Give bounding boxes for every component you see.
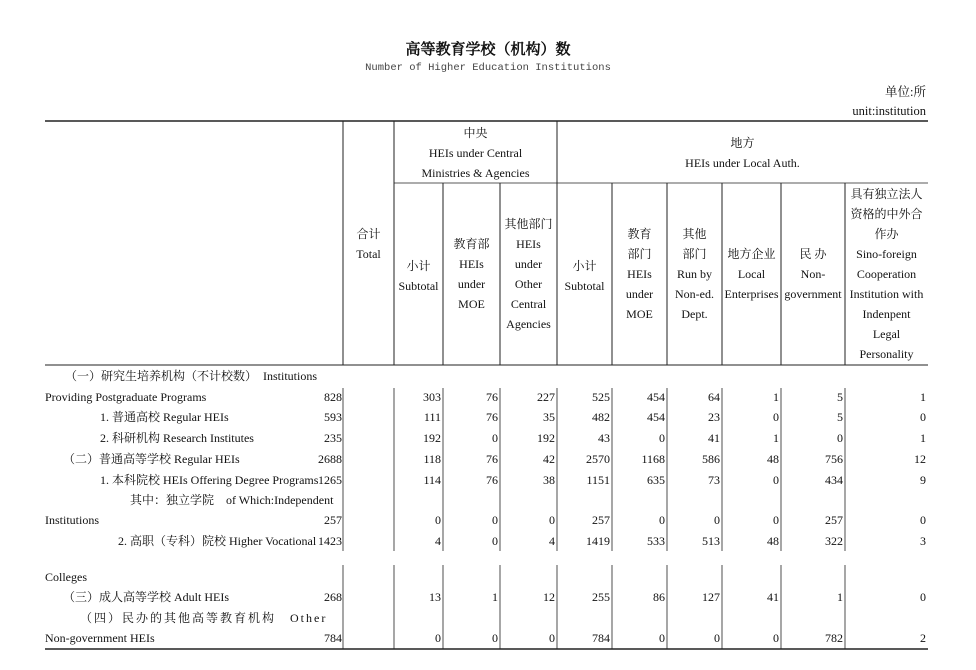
table-cell: 784 [324, 631, 342, 645]
table-cell: 38 [543, 473, 555, 487]
table-cell: 76 [486, 390, 498, 404]
table-cell: 0 [773, 473, 779, 487]
row-label: （一）研究生培养机构（不计校数） Institutions [65, 369, 318, 383]
table-cell: 0 [659, 431, 665, 445]
table-cell: 13 [429, 590, 441, 604]
table-cell: 257 [825, 513, 843, 527]
table-cell: 127 [702, 590, 720, 604]
table-cell: 2 [920, 631, 926, 645]
row-label: （二）普通高等学校 Regular HEIs [63, 452, 240, 466]
unit-label-en: unit:institution [852, 104, 926, 118]
table-cell: 0 [659, 513, 665, 527]
table-cell: 322 [825, 534, 843, 548]
unit-label-cn: 单位:所 [885, 85, 926, 99]
table-cell: 0 [920, 410, 926, 424]
row-label: （三）成人高等学校 Adult HEIs [63, 590, 229, 604]
table-cell: 48 [767, 534, 779, 548]
table-cell: 114 [423, 473, 441, 487]
table-cell: 64 [708, 390, 720, 404]
table-cell: 0 [920, 590, 926, 604]
header-local-other: 其他 部门 Run by Non-ed. Dept. [675, 227, 714, 321]
table-cell: 1 [773, 390, 779, 404]
table-cell: 1151 [586, 473, 610, 487]
table-cell: 118 [423, 452, 441, 466]
table-cell: 73 [708, 473, 720, 487]
table-cell: 5 [837, 410, 843, 424]
table-cell: 1 [920, 390, 926, 404]
table-cell: 525 [592, 390, 610, 404]
table-cell: 1423 [318, 534, 342, 548]
table-cell: 1168 [641, 452, 665, 466]
table-cell: 235 [324, 431, 342, 445]
table-cell: 1 [920, 431, 926, 445]
table-cell: 2688 [318, 452, 342, 466]
table-cell: 0 [549, 513, 555, 527]
table-cell: 0 [837, 431, 843, 445]
header-local-subtotal: 小计 Subtotal [564, 259, 605, 293]
header-sino-foreign: 具有独立法人 资格的中外合 作办 Sino-foreign Cooperation Institution with Indenpent Legal Personality [849, 187, 924, 361]
header-total: 合计 Total [356, 227, 381, 261]
table-cell: 255 [592, 590, 610, 604]
table-cell: 454 [647, 410, 665, 424]
row-label: 2. 高职（专科）院校 Higher Vocational [118, 534, 317, 548]
table-cell: 1419 [586, 534, 610, 548]
table-cell: 4 [435, 534, 441, 548]
row-label: Institutions [45, 513, 100, 527]
table-cell: 533 [647, 534, 665, 548]
table-cell: 0 [492, 431, 498, 445]
table-cell: 0 [492, 513, 498, 527]
table-cell: 4 [549, 534, 555, 548]
table-cell: 513 [702, 534, 720, 548]
table-cell: 0 [773, 513, 779, 527]
table-cell: 0 [492, 631, 498, 645]
header-central: 中央 HEIs under Central Ministries & Agencies [421, 126, 530, 180]
table-cell: 782 [825, 631, 843, 645]
table-cell: 586 [702, 452, 720, 466]
row-label: 1. 本科院校 HEIs Offering Degree Programs [100, 473, 319, 487]
table-cell: 2570 [586, 452, 610, 466]
table-cell: 1 [492, 590, 498, 604]
table-cell: 111 [423, 410, 441, 424]
table-cell: 0 [714, 631, 720, 645]
table-cell: 0 [714, 513, 720, 527]
header-central-moe: 教育部 HEIs under MOE [453, 237, 490, 311]
header-central-subtotal: 小计 Subtotal [398, 259, 439, 293]
table-cell: 635 [647, 473, 665, 487]
row-label: Non-government HEIs [45, 631, 155, 645]
table-cell: 0 [435, 631, 441, 645]
row-label: 其中：独立学院 of Which:Independent [130, 493, 334, 507]
table-cell: 0 [773, 631, 779, 645]
table-cell: 1 [837, 590, 843, 604]
table-cell: 756 [825, 452, 843, 466]
table-cell: 41 [767, 590, 779, 604]
table-cell: 257 [324, 513, 342, 527]
table-cell: 12 [543, 590, 555, 604]
table-cell: 434 [825, 473, 843, 487]
table-cell: 76 [486, 473, 498, 487]
table-cell: 23 [708, 410, 720, 424]
table-cell: 784 [592, 631, 610, 645]
table-cell: 482 [592, 410, 610, 424]
table-cell: 1265 [318, 473, 342, 487]
table-subtitle: Number of Higher Education Institutions [365, 62, 611, 74]
table-cell: 454 [647, 390, 665, 404]
table-cell: 86 [653, 590, 665, 604]
table-cell: 43 [598, 431, 610, 445]
table-cell: 227 [537, 390, 555, 404]
table-cell: 0 [435, 513, 441, 527]
header-local-moe: 教育 部门 HEIs under MOE [625, 227, 654, 321]
header-local: 地方 HEIs under Local Auth. [685, 136, 800, 170]
table-cell: 3 [920, 534, 926, 548]
table-cell: 41 [708, 431, 720, 445]
row-label: Providing Postgraduate Programs [45, 390, 207, 404]
row-label: （四）民办的其他高等教育机构 Other [80, 611, 328, 625]
table-cell: 593 [324, 410, 342, 424]
table-cell: 303 [423, 390, 441, 404]
table-cell: 42 [543, 452, 555, 466]
table-cell: 192 [537, 431, 555, 445]
header-local-enterprises: 地方企业 Local Enterprises [724, 247, 779, 301]
table-cell: 76 [486, 452, 498, 466]
table-cell: 0 [492, 534, 498, 548]
table-cell: 12 [914, 452, 926, 466]
table-cell: 0 [920, 513, 926, 527]
table-title: 高等教育学校（机构）数 [405, 42, 571, 58]
table-cell: 828 [324, 390, 342, 404]
row-label: 2. 科研机构 Research Institutes [100, 431, 254, 445]
table-cell: 76 [486, 410, 498, 424]
table-cell: 0 [773, 410, 779, 424]
header-nongov: 民 办 Non- government [784, 247, 842, 301]
row-label: 1. 普通高校 Regular HEIs [100, 410, 229, 424]
table-cell: 0 [659, 631, 665, 645]
table-cell: 1 [773, 431, 779, 445]
table-cell: 9 [920, 473, 926, 487]
header-central-other: 其他部门 HEIs under Other Central Agencies [504, 217, 553, 331]
table-cell: 268 [324, 590, 342, 604]
table-cell: 5 [837, 390, 843, 404]
table-cell: 192 [423, 431, 441, 445]
table-cell: 257 [592, 513, 610, 527]
table-cell: 0 [549, 631, 555, 645]
table-cell: 35 [543, 410, 555, 424]
row-label: Colleges [45, 570, 87, 584]
table-cell: 48 [767, 452, 779, 466]
